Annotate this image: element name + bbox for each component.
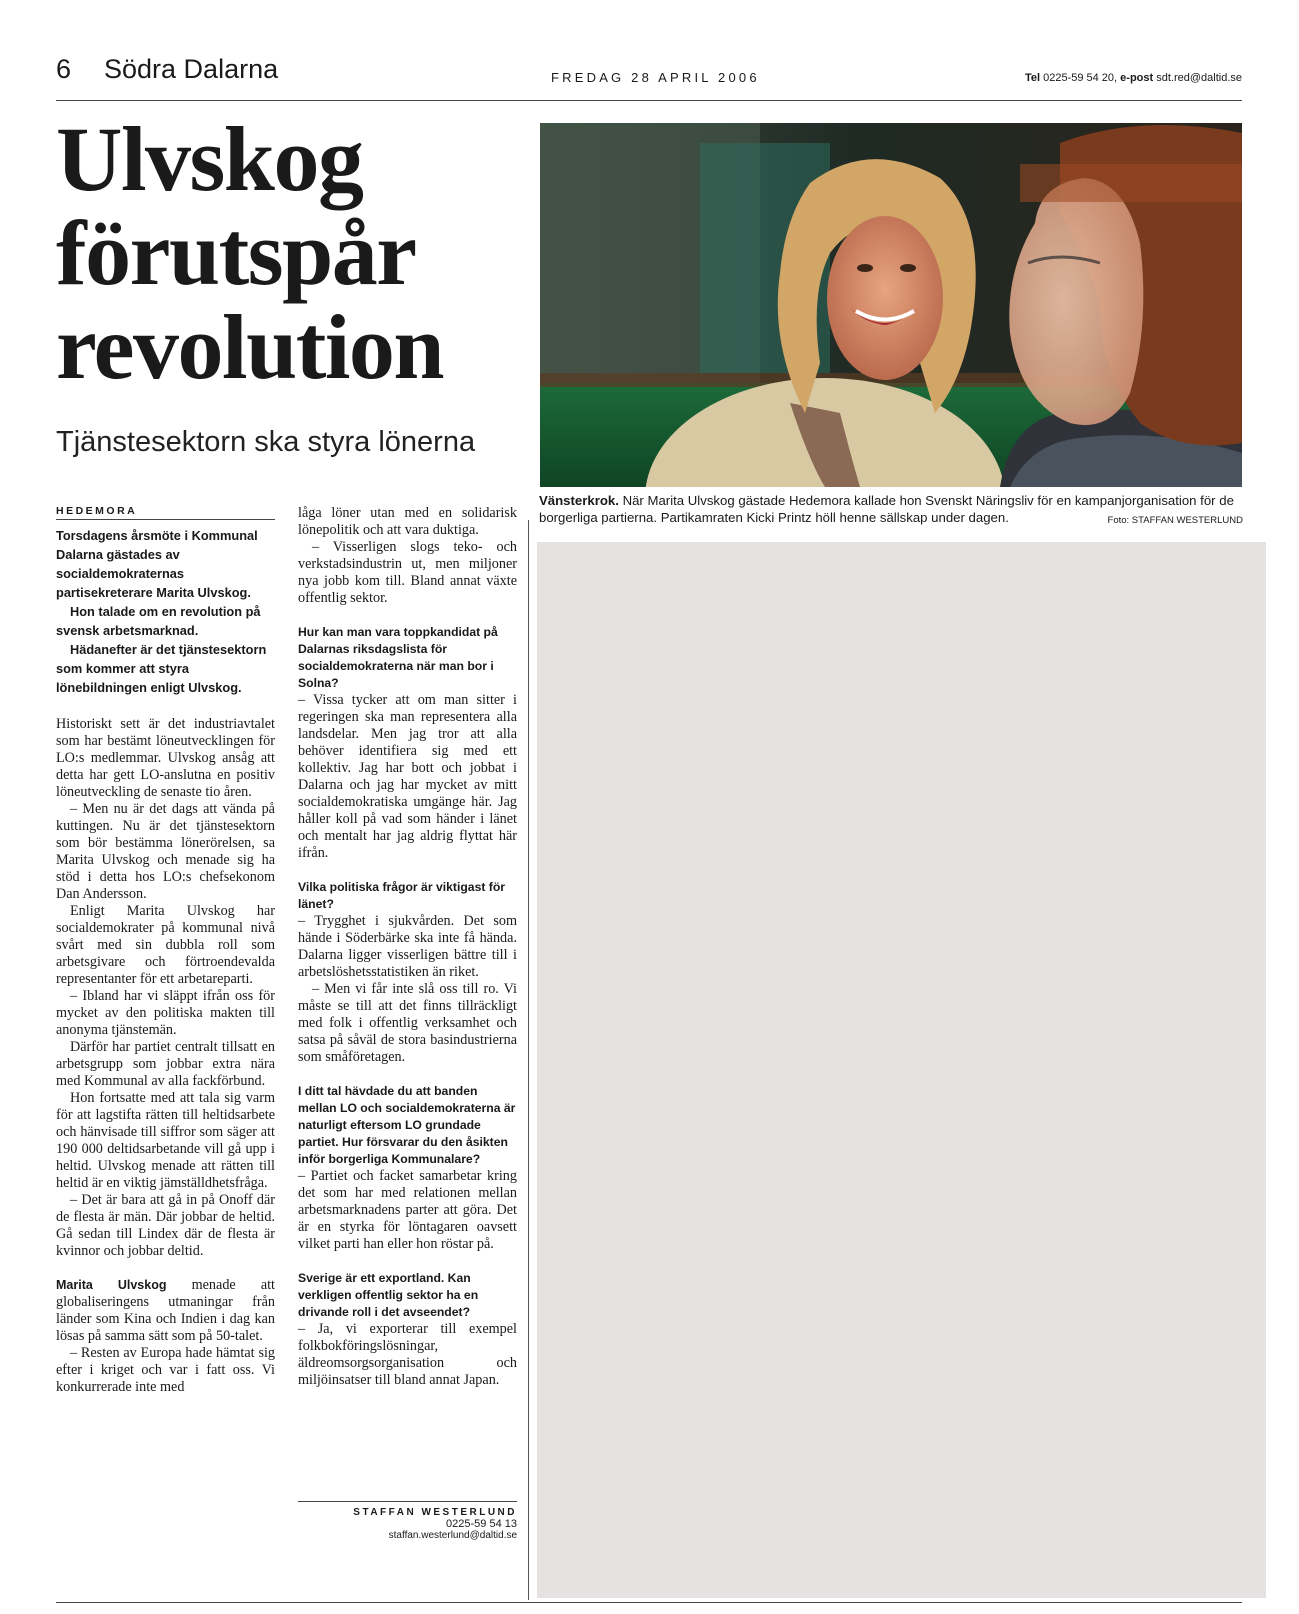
headline — [56, 108, 526, 398]
byline-name: STAFFAN WESTERLUND — [353, 1507, 517, 1518]
interview-answer: – Ja, vi exporterar till exempel folkbokföringslösningar, äldreomsorgsorganisation och miljöinsatser till bland annat Japan. — [298, 1321, 517, 1388]
interview-question: I ditt tal hävdade du att banden mellan LO och socialdemokraterna är naturligt eftersom LO grundade partiet. Hur försvarar du den åsikten inför borgerliga Kommunalare? — [298, 1084, 516, 1166]
body-paragraph: – Ibland har vi släppt ifrån oss för mycket av den politiska makten till anonyma tjänstemän. — [56, 988, 275, 1038]
body-paragraph: Enligt Marita Ulvskog har socialdemokrater på kommunal nivå svårt med sin dubbla roll som arbetsgivare och förtroendevalda representanter för ett arbetareparti. — [56, 903, 275, 987]
section-title: Södra Dalarna — [104, 54, 279, 84]
byline-email: staffan.westerlund@daltid.se — [388, 1530, 517, 1541]
bottom-rule — [56, 1602, 1242, 1603]
interview-question: Vilka politiska frågor är viktigast för länet? — [298, 880, 506, 911]
article-ingress — [56, 526, 275, 697]
byline-phone: 0225-59 54 13 — [446, 1518, 517, 1530]
interview-answer: – Trygghet i sjukvården. Det som hände i Söderbärke ska inte få hända. Dalarna ligger visserligen bättre till i arbetslöshetsstatistiken än riket. — [298, 913, 517, 980]
ad-placeholder — [537, 542, 1266, 1598]
contact-line — [1025, 72, 1242, 84]
body-paragraph: Därför har partiet centralt tillsatt en arbetsgrupp som jobbar extra nära med Kommunal av alla fackförbund. — [56, 1039, 275, 1089]
article-column-1 — [56, 505, 275, 1396]
ingress-paragraph: Torsdagens årsmöte i Kommunal Dalarna gästades av socialdemokraternas partisekreterare Marita Ulvskog. — [56, 528, 258, 600]
column-divider — [528, 520, 529, 1600]
top-rule — [56, 100, 1242, 101]
interview-question: Hur kan man vara toppkandidat på Dalarnas riksdagslista för socialdemokraterna när man bor i Solna? — [298, 625, 498, 690]
interview-question: Sverige är ett exportland. Kan verkligen offentlig sektor ha en drivande roll i det avseendet? — [298, 1271, 479, 1319]
interview-answer: – Vissa tycker att om man sitter i regeringen ska man representera alla landsdelar. Men jag tror att alla behöver identifiera sig med ett kollektiv. Jag har bott och jobbat i Dalarna och jag har mycket av mitt socialdemokratiska umgänge här. Jag håller koll på vad som händer i länet och mentalt har jag aldrig flyttat här ifrån. — [298, 692, 517, 861]
headline-line: förutspår — [56, 202, 416, 304]
photo-credit: Foto: STAFFAN WESTERLUND — [1107, 515, 1243, 526]
article-body-continued — [298, 505, 517, 1389]
email-address: sdt.red@daltid.se — [1156, 72, 1242, 84]
article-column-2 — [298, 505, 517, 1389]
ingress-paragraph: Hon talade om en revolution på svensk arbetsmarknad. — [56, 604, 261, 638]
lead-rest: menade att globaliseringens utmaningar från länder som Kina och Indien i dag kan lösas på samma sätt som på 50-talet. — [56, 1277, 275, 1344]
tel-label: Tel — [1024, 72, 1041, 84]
interview-answer: – Partiet och facket samarbetar kring det som har med relationen mellan arbetsmarknadens parter att göra. Det är en styrka för löntagaren oavsett vilket parti han eller hon röstar på. — [298, 1168, 517, 1252]
publication-date: FREDAG 28 APRIL 2006 — [551, 70, 760, 85]
byline — [298, 1501, 517, 1541]
caption-lead: Vänsterkrok. — [539, 493, 619, 508]
email-label: e-post — [1120, 72, 1154, 84]
body-paragraph: Hon fortsatte med att tala sig varm för att lagstifta rätten till heltidsarbete och hänvisade till siffror som säger att 190 000 deltidsarbetande vill gå upp i heltid. Ulvskog menade att rätten till heltid är en viktig jämställdhetsfråga. — [56, 1090, 275, 1191]
body-paragraph: – Visserligen slogs teko- och verkstadsindustrin ut, men miljoner nya jobb kom till. Bland annat växte offentlig sektor. — [298, 539, 517, 606]
body-paragraph: Historiskt sett är det industriavtalet som har bestämt löneutvecklingen för LO:s medlemmar. Ulvskog ansåg att detta har gett LO-anslutna en positiv löneutveckling de senaste tio åren. — [56, 716, 275, 800]
body-paragraph: – Resten av Europa hade hämtat sig efter i kriget och var i fatt oss. Vi konkurrerade inte med — [56, 1345, 275, 1395]
dateline-kicker: HEDEMORA — [56, 505, 275, 520]
photo-illustration — [540, 123, 1242, 487]
article-body — [56, 716, 275, 1396]
lead-name: Marita Ulvskog — [56, 1278, 167, 1292]
body-paragraph: låga löner utan med en solidarisk lönepolitik och att vara duktiga. — [298, 505, 517, 538]
caption-text: När Marita Ulvskog gästade Hedemora kallade hon Svenskt Näringsliv för en kampanjorganisation för de borgerliga partierna. Partikamraten Kicki Printz höll henne sällskap under dagen. — [539, 493, 1234, 525]
body-paragraph — [56, 1277, 275, 1345]
photo-caption — [539, 492, 1243, 529]
headline-line: Ulvskog — [56, 108, 363, 210]
ingress-paragraph: Hädanefter är det tjänstesektorn som kommer att styra lönebildningen enligt Ulvskog. — [56, 642, 267, 695]
body-paragraph: – Men nu är det dags att vända på kuttingen. Nu är det tjänstesektorn som bör bestämma lönerörelsen, sa Marita Ulvskog och menade sig ha stöd i detta hos LO:s chefsekonom Dan Andersson. — [56, 801, 275, 902]
body-paragraph: – Det är bara att gå in på Onoff där de flesta är män. Där jobbar de heltid. Gå sedan till Lindex där de flesta är kvinnor och jobbar deltid. — [56, 1192, 275, 1259]
interview-answer: – Men vi får inte slå oss till ro. Vi måste se till att det finns tillräckligt med folk i offentlig verksamhet och satsa på såväl de stora basindustrierna som småföretagen. — [298, 981, 517, 1065]
article-photo — [540, 123, 1242, 487]
subheadline: Tjänstesektorn ska styra lönerna — [56, 426, 476, 458]
page-number: 6 — [56, 54, 72, 84]
headline-line: revolution — [56, 296, 444, 398]
tel-number: 0225-59 54 20, — [1043, 72, 1118, 84]
